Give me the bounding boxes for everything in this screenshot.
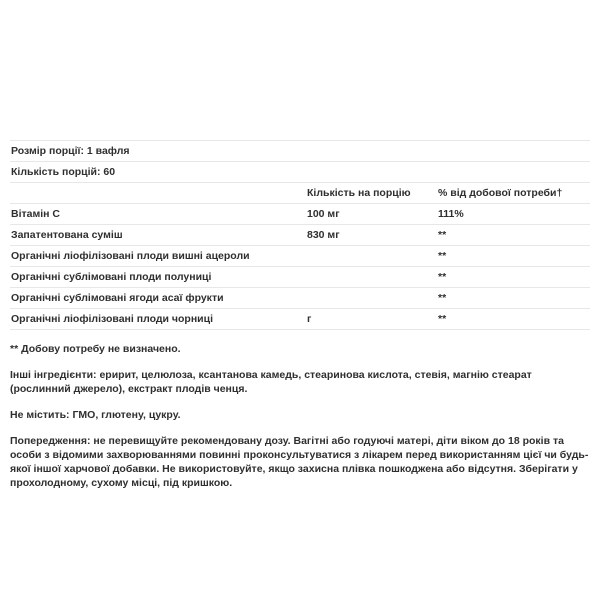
ingredient-dv: ** <box>438 292 447 304</box>
ingredient-dv: 111% <box>438 208 464 220</box>
supplement-facts-content <box>10 140 590 490</box>
ingredient-name: Органічні ліофілізовані плоди чорниці <box>11 313 214 325</box>
table-row <box>10 204 590 225</box>
ingredient-dv: ** <box>438 229 447 241</box>
table-row <box>10 225 590 246</box>
daily-value-footnote: ** Добову потребу не визначено. <box>10 343 181 355</box>
table-header-row <box>10 183 590 204</box>
header-amount-per-serving: Кількість на порцію <box>307 187 411 199</box>
ingredient-amount: 100 мг <box>307 208 340 220</box>
ingredient-dv: ** <box>438 313 447 325</box>
servings-count-row <box>10 162 590 183</box>
ingredient-dv: ** <box>438 271 447 283</box>
ingredient-dv: ** <box>438 250 447 262</box>
serving-size-row <box>10 140 590 162</box>
ingredient-name: Органічні сублімовані ягоди асаї фрукти <box>11 292 224 304</box>
table-row <box>10 246 590 267</box>
ingredient-name: Вітамін C <box>11 208 61 220</box>
warnings-text: Попередження: не перевищуйте рекомендовану дозу. Вагітні або годуючі матері, діти віком до 18 років та особи з відомими захворюваннями повинні проконсультуватися з лікарем перед використанням цієї чи будь-якої іншої харчової добавки. Не використовуйте, якщо захисна плівка пошкоджена або відсутня. Зберігати у прохолодному, сухому місці, під кришкою. <box>10 435 589 489</box>
ingredient-name: Органічні сублімовані плоди полуниці <box>11 271 212 283</box>
header-daily-value: % від добової потреби† <box>438 187 563 199</box>
table-row <box>10 309 590 330</box>
table-row <box>10 267 590 288</box>
servings-count-text: Кількість порцій: 60 <box>11 166 116 178</box>
ingredient-name: Органічні ліофілізовані плоди вишні ацероли <box>11 250 250 262</box>
ingredient-amount: г <box>307 313 312 325</box>
table-row <box>10 288 590 309</box>
free-of-text: Не містить: ГМО, глютену, цукру. <box>10 409 181 421</box>
other-ingredients-text: Інші інгредієнти: еририт, целюлоза, ксантанова камедь, стеаринова кислота, стевія, магнію стеарат (рослинний джерело), екстракт плодів ченця. <box>10 369 532 395</box>
serving-size-text: Розмір порції: 1 вафля <box>11 145 130 157</box>
ingredient-amount: 830 мг <box>307 229 340 241</box>
ingredient-name: Запатентована суміш <box>11 229 123 241</box>
